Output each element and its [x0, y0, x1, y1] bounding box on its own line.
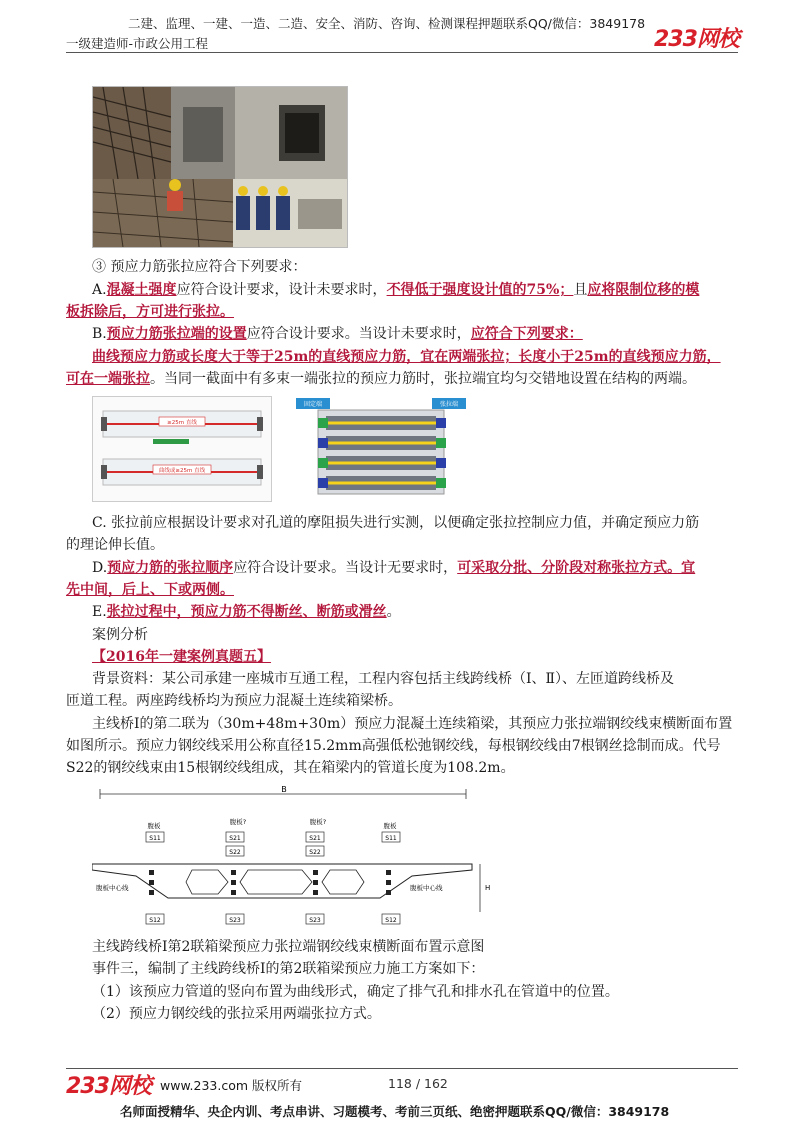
item-d-line1 — [92, 557, 695, 579]
header-subject: 一级建造师-市政公用工程 — [66, 36, 209, 51]
item-d-key3: 先中间，后上、下或两侧。 — [66, 582, 234, 598]
footer-divider — [66, 1068, 738, 1069]
web-label-2: 腹板? — [229, 818, 247, 826]
code-s21-right: S21 — [309, 835, 321, 842]
item-d-text1: 应符合设计要求。当设计无要求时， — [233, 560, 458, 576]
item-d-prefix: D. — [92, 560, 108, 576]
item-a-text1: 应符合设计要求，设计未要求时， — [176, 282, 387, 298]
code-s11-left: S11 — [149, 835, 161, 842]
item-b-line1 — [92, 323, 583, 345]
case-title: 案例分析 — [92, 627, 148, 643]
code-s12-right: S12 — [385, 917, 397, 924]
header-logo: 233网校 — [654, 27, 739, 52]
construction-photo — [92, 86, 348, 248]
item-a-key3: 应将限制位移的模 — [587, 282, 700, 298]
item-b-line2 — [92, 346, 721, 368]
background-line2: 匝道工程。两座跨线桥均为预应力混凝土连续箱梁桥。 — [66, 693, 402, 709]
diagram-label-top: ≥25m 直线 — [167, 420, 197, 426]
item-b-key2: 应符合下列要求： — [470, 326, 583, 342]
code-s23-left: S23 — [229, 917, 241, 924]
code-s21-left: S21 — [229, 835, 241, 842]
web-centerline-right: 腹板中心线 — [410, 884, 443, 892]
item-d-key2: 可采取分批、分阶段对称张拉方式。宜 — [457, 560, 696, 576]
case-reference: 【2016年一建案例真题五】 — [92, 649, 271, 665]
item-a-key2: 不得低于强度设计值的75%； — [386, 282, 574, 298]
item-b-prefix: B. — [92, 326, 107, 342]
item-b-line3 — [66, 368, 696, 390]
height-label: H — [485, 884, 491, 892]
box-girder-cross-section — [92, 786, 492, 930]
item-c-line1: C. 张拉前应根据设计要求对孔道的摩阻损失进行实测，以便确定张拉控制应力值，并确定预应力筋 — [92, 515, 700, 531]
diagram-label-bottom: 曲线或≥25m 直线 — [158, 468, 206, 474]
event3-item-2: （2）预应力钢绞线的张拉采用两端张拉方式。 — [92, 1006, 381, 1022]
item-e-key1: 张拉过程中，预应力筋不得断丝、断筋或滑丝 — [106, 604, 387, 620]
anchor-label-tension: 张拉端 — [439, 401, 459, 408]
item-a-key1: 混凝土强度 — [106, 282, 177, 298]
anchor-label-fixed: 固定端 — [303, 401, 323, 408]
item-a-key4: 板拆除后，方可进行张拉。 — [66, 304, 234, 320]
item-d-line2 — [66, 579, 234, 601]
item-b-key1: 预应力筋张拉端的设置 — [106, 326, 247, 342]
footer-promo: 名师面授精华、央企内训、考点串讲、习题模考、考前三页纸、绝密押题联系QQ/微信：3849178 — [120, 1104, 670, 1119]
web-label-4: 腹板 — [383, 822, 397, 830]
item-c-line2: 的理论伸长值。 — [66, 537, 164, 553]
item-b-text1: 应符合设计要求。当设计未要求时， — [246, 326, 471, 342]
figure-caption: 主线跨线桥Ⅰ第2联箱梁预应力张拉端钢绞线束横断面布置示意图 — [92, 939, 485, 955]
item-e-text1: 。 — [386, 604, 401, 620]
code-s12-left: S12 — [149, 917, 161, 924]
header-divider — [66, 52, 738, 53]
item-a-prefix: A. — [92, 282, 107, 298]
code-s11-right: S11 — [385, 835, 397, 842]
item-b-key3: 曲线预应力筋或长度大于等于25m的直线预应力筋，宜在两端张拉；长度小于25m的直线预应力筋， — [92, 349, 721, 365]
code-s23-right: S23 — [309, 917, 321, 924]
code-s22-left: S22 — [229, 849, 241, 856]
item-b-key4: 可在一端张拉 — [66, 371, 150, 387]
code-s22-right: S22 — [309, 849, 321, 856]
web-centerline-left: 腹板中心线 — [96, 884, 129, 892]
event3-intro: 事件三，编制了主线跨线桥Ⅰ的第2联箱梁预应力施工方案如下： — [92, 961, 485, 977]
item-a-line2 — [66, 301, 234, 323]
para2-line1: 主线桥Ⅰ的第二联为（30m+48m+30m）预应力混凝土连续箱梁，其预应力张拉端钢绞线束横断面布置 — [92, 716, 733, 732]
footer-url[interactable]: www.233.com 版权所有 — [160, 1078, 302, 1093]
item-d-key1: 预应力筋的张拉顺序 — [107, 560, 234, 576]
item-b-text2: 。当同一截面中有多束一端张拉的预应力筋时，张拉端宜均匀交错地设置在结构的两端。 — [150, 371, 696, 387]
width-label: B — [281, 786, 287, 794]
para2-line2: 如图所示。预应力钢绞线采用公称直径15.2mm高强低松弛钢绞线，每根钢绞线由7根钢丝捻制而成。代号 — [66, 738, 721, 754]
page-number: 118 / 162 — [388, 1076, 448, 1091]
footer-logo: 233网校 — [66, 1074, 151, 1099]
tension-layout-diagram — [92, 396, 272, 502]
web-label-1: 腹板 — [147, 822, 161, 830]
para2-line3: S22的钢绞线束由15根钢绞线组成，其在箱梁内的管道长度为108.2m。 — [66, 760, 515, 776]
staggered-anchor-diagram — [296, 396, 466, 500]
item3-title: ③ 预应力筋张拉应符合下列要求： — [92, 259, 307, 275]
item-e-prefix: E. — [92, 604, 107, 620]
header-courses: 二建、监理、一建、一造、二造、安全、消防、咨询、检测课程押题联系QQ/微信：3849178 — [128, 16, 646, 31]
background-line1: 背景资料：某公司承建一座城市互通工程，工程内容包括主线跨线桥（Ⅰ、Ⅱ）、左匝道跨线桥及 — [92, 671, 675, 687]
item-e-line — [92, 601, 401, 623]
item-a-text2: 且 — [573, 282, 588, 298]
web-label-3: 腹板? — [309, 818, 327, 826]
event3-item-1: （1）该预应力管道的竖向布置为曲线形式，确定了排气孔和排水孔在管道中的位置。 — [92, 984, 619, 1000]
item-a-line1 — [92, 279, 699, 301]
